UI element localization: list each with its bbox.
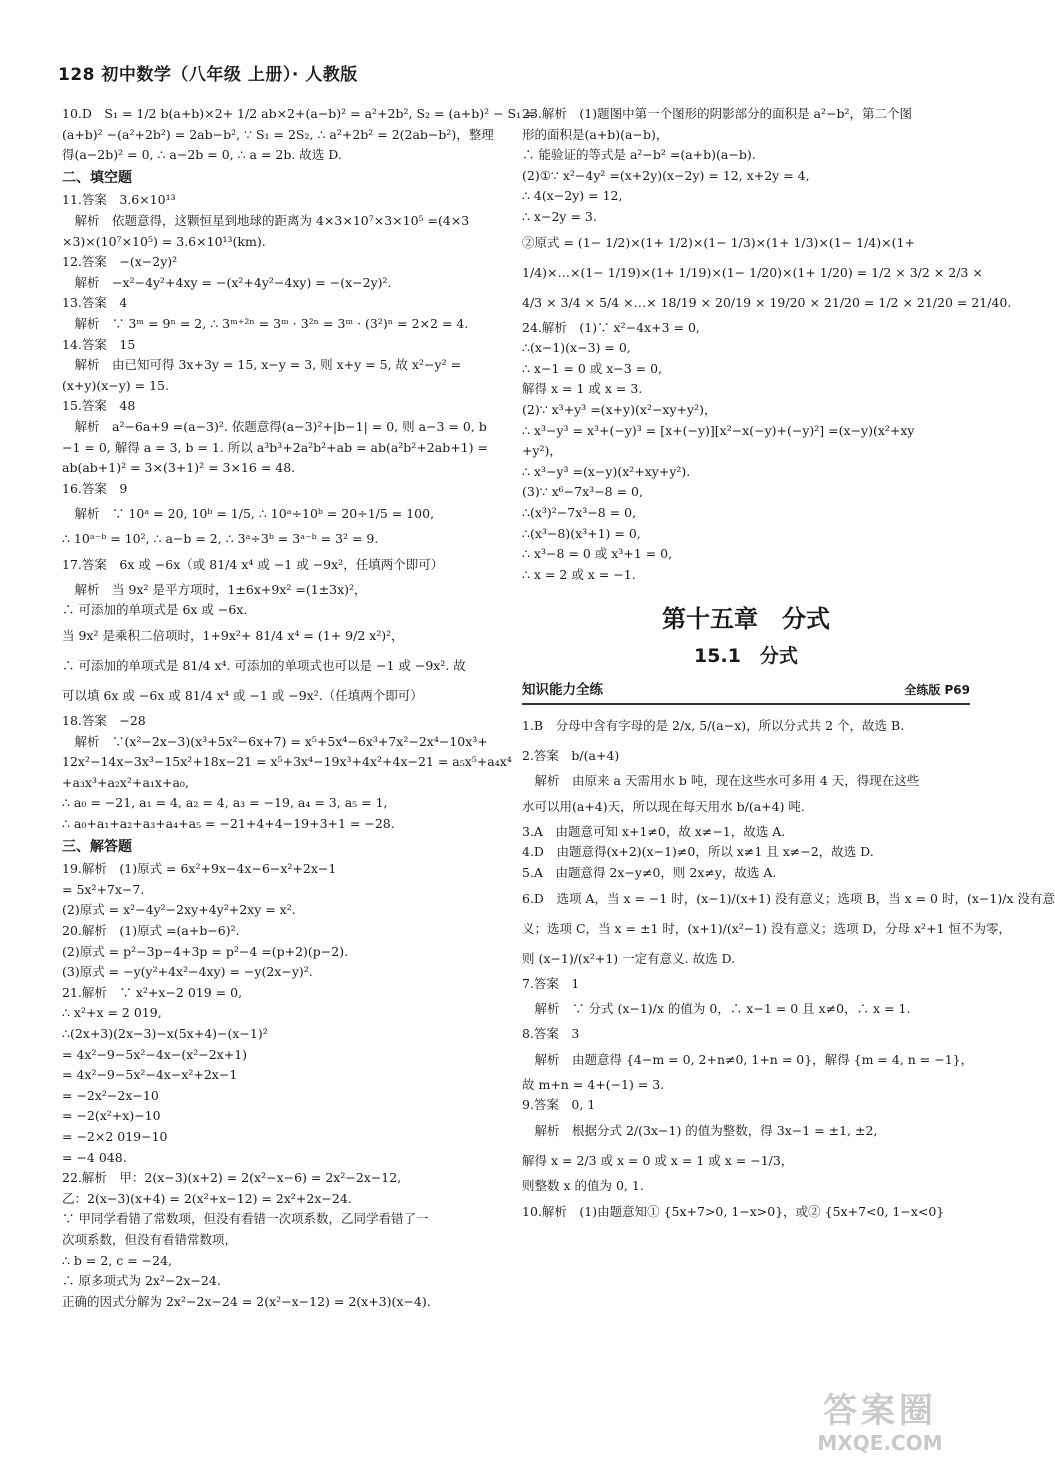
answer-line: 解析 由原来 a 天需用水 b 吨，现在这些水可多用 4 天，得现在这些 (522, 773, 920, 789)
answer-line: 24.解析 (1)∵ x²−4x+3 = 0, (522, 319, 700, 335)
answer-line: 形的面积是(a+b)(a−b)， (522, 126, 669, 142)
answer-line: 故 m+n = 4+(−1) = 3. (522, 1076, 665, 1092)
answer-line: 5.A 由题意得 2x−y≠0，则 2x≠y，故选 A. (522, 865, 777, 881)
answer-line: 乙：2(x−3)(x+4) = 2(x²+x−12) = 2x²+2x−24. (62, 1190, 352, 1206)
answer-line: 则整数 x 的值为 0, 1. (522, 1178, 644, 1194)
answer-line: ∴ 4(x−2y) = 12, (522, 188, 623, 204)
answer-line: (2)∵ x³+y³ =(x+y)(x²−xy+y²)， (522, 401, 717, 417)
answer-line: 12x²−14x−3x³−15x²+18x−21 = x⁵+3x⁴−19x³+4x²+4x−21 = a₅x⁵+a₄x⁴ (62, 754, 512, 770)
answer-line: ∴(x³)²−7x³−8 = 0, (522, 504, 637, 520)
answer-line: 12.答案 −(x−2y)² (62, 254, 178, 270)
answer-line: ∴(x³−8)(x³+1) = 0, (522, 525, 641, 541)
answer-line: 义；选项 C，当 x = ±1 时，(x+1)/(x²−1) 没有意义；选项 D，分母 x²+1 恒不为零， (522, 920, 1011, 936)
answer-line: ∴ a₀+a₁+a₂+a₃+a₄+a₅ = −21+4+4−19+3+1 = −28. (62, 816, 395, 832)
answer-line: 解析 由题意得 {4−m = 0, 2+n≠0, 1+n = 0}，解得 {m = 4, n = −1}， (522, 1051, 974, 1067)
answer-line: +y²)， (522, 443, 562, 459)
answer-line: 20.解析 (1)原式 =(a+b−6)². (62, 923, 240, 938)
answer-line: 22.解析 甲：2(x−3)(x+2) = 2(x²−x−6) = 2x²−2x−12, (62, 1170, 402, 1186)
answer-line: ∴ x−2y = 3. (522, 208, 597, 224)
answer-line: = −2x²−2x−10 (62, 1087, 159, 1103)
answer-line: 23.解析 (1)题图中第一个图形的阴影部分的面积是 a²−b²，第二个图 (522, 106, 913, 121)
answer-line: (a+b)² −(a²+2b²) = 2ab−b², ∵ S₁ = 2S₂, ∴ a²+2b² = 2(2ab−b²)，整理 (62, 126, 494, 142)
answer-line: ∴ 10ᵃ⁻ᵇ = 10², ∴ a−b = 2, ∴ 3ᵃ÷3ᵇ = 3ᵃ⁻ᵇ = 3² = 9. (62, 531, 379, 547)
answer-line: 解析 a²−6a+9 =(a−3)². 依题意得(a−3)²+|b−1| = 0, 则 a−3 = 0, b (62, 418, 487, 434)
answer-line: 解得 x = 1 或 x = 3. (522, 381, 643, 397)
answer-line: = −2(x²+x)−10 (62, 1108, 161, 1124)
answer-line: ∵ 甲同学看错了常数项，但没有看错一次项系数，乙同学看错了一 (62, 1211, 429, 1227)
exercise-bar (522, 679, 970, 705)
answer-line: 解析 ∵ 分式 (x−1)/x 的值为 0，∴ x−1 = 0 且 x≠0，∴ x = 1. (522, 1001, 911, 1017)
watermark (780, 1391, 980, 1461)
answer-line: 解析 ∵ 3ᵐ = 9ⁿ = 2, ∴ 3ᵐ⁺²ⁿ = 3ᵐ · 3²ⁿ = 3ᵐ · (3²)ⁿ = 2×2 = 4. (62, 315, 469, 331)
exercise-bar-label: 知识能力全练 (522, 682, 603, 699)
answer-line: 解析 根据分式 2/(3x−1) 的值为整数，得 3x−1 = ±1, ±2, (522, 1123, 878, 1139)
answer-line: 11.答案 3.6×10¹³ (62, 192, 176, 208)
answer-line: 19.解析 (1)原式 = 6x²+9x−4x−6−x²+2x−1 (62, 861, 337, 877)
chapter-title: 第十五章 分式 (662, 605, 830, 634)
answer-line: 解析 依题意得，这颗恒星到地球的距离为 4×3×10⁷×3×10⁵ =(4×3 (62, 212, 470, 228)
answer-line: 正确的因式分解为 2x²−2x−24 = 2(x²−x−12) = 2(x+3)(x−4). (62, 1293, 431, 1309)
section-heading: 三、解答题 (62, 838, 132, 855)
answer-line: (x+y)(x−y) = 15. (62, 377, 169, 393)
answer-line: ∴ 可添加的单项式是 81/4 x⁴. 可添加的单项式也可以是 −1 或 −9x². 故 (62, 658, 466, 674)
answer-line: ∴ 原多项式为 2x²−2x−24. (62, 1273, 221, 1289)
answer-line: 解析 ∵(x²−2x−3)(x³+5x²−6x+7) = x⁵+5x⁴−6x³+7x²−2x⁴−10x³+ (62, 733, 488, 749)
left-column (62, 104, 536, 1312)
answer-line: 6.D 选项 A，当 x = −1 时，(x−1)/(x+1) 没有意义；选项 B，当 x = 0 时，(x−1)/x 没有意 (522, 890, 1055, 906)
answer-line: 9.答案 0, 1 (522, 1097, 596, 1113)
answer-line: (3)∵ x⁶−7x³−8 = 0, (522, 484, 643, 500)
answer-line: −1 = 0, 解得 a = 3, b = 1. 所以 a³b³+2a²b²+ab = ab(a²b²+2ab+1) = (62, 439, 488, 455)
answer-line: ∴(x−1)(x−3) = 0, (522, 340, 631, 356)
section-heading: 二、填空题 (62, 169, 132, 186)
answer-line: 1.B 分母中含有字母的是 2/x, 5/(a−x)，所以分式共 2 个，故选 B. (522, 718, 905, 734)
answer-line: = 4x²−9−5x²−4x−x²+2x−1 (62, 1067, 238, 1083)
answer-line: ∴ b = 2, c = −24, (62, 1252, 173, 1268)
answer-line: = −2×2 019−10 (62, 1128, 168, 1144)
exercise-bar-page: 全练版 P69 (904, 683, 970, 698)
answer-line: = −4 048. (62, 1149, 127, 1165)
answer-line: (3)原式 = −y(y²+4x²−4xy) = −y(2x−y)². (62, 964, 313, 980)
answer-line: ∴(2x+3)(2x−3)−x(5x+4)−(x−1)² (62, 1025, 268, 1041)
section-title: 15.1 分式 (694, 645, 798, 668)
answer-line: 解析 −x²−4y²+4xy = −(x²+4y²−4xy) = −(x−2y)². (62, 274, 392, 290)
answer-line: 解析 由已知可得 3x+3y = 15, x−y = 3, 则 x+y = 5, 故 x²−y² = (62, 357, 462, 373)
answer-line: 16.答案 9 (62, 480, 128, 496)
answer-line: (2)原式 = x²−4y²−2xy+4y²+2xy = x². (62, 902, 296, 918)
watermark-url: MXQE.COM (817, 1431, 943, 1455)
answer-line: 10.D S₁ = 1/2 b(a+b)×2+ 1/2 ab×2+(a−b)² = a²+2b², S₂ = (a+b)² − S₁ = (62, 106, 536, 121)
watermark-logo: 答案圈 (823, 1391, 937, 1431)
answer-line: ab(ab+1)² = 3×(3+1)² = 3×16 = 48. (62, 460, 296, 476)
answer-line: 3.A 由题意可知 x+1≠0，故 x≠−1，故选 A. (522, 823, 786, 839)
answer-line: ∴ 能验证的等式是 a²−b² =(a+b)(a−b). (522, 147, 756, 163)
answer-line: ∴ a₀ = −21, a₁ = 4, a₂ = 4, a₃ = −19, a₄ = 3, a₅ = 1, (62, 795, 388, 811)
answer-line: 水可以用(a+4)天，所以现在每天用水 b/(a+4) 吨. (522, 798, 805, 814)
answer-line: = 4x²−9−5x²−4x−(x²−2x+1) (62, 1046, 248, 1062)
answer-line: 8.答案 3 (522, 1026, 580, 1042)
answer-line: (2)原式 = p²−3p−4+3p = p²−4 =(p+2)(p−2). (62, 943, 349, 959)
answer-line: 则 (x−1)/(x²+1) 一定有意义. 故选 D. (522, 950, 736, 966)
answer-line: 解析 ∵ 10ᵃ = 20, 10ᵇ = 1/5, ∴ 10ᵃ÷10ᵇ = 20÷1/5 = 100, (62, 506, 435, 522)
answer-line: 得(a−2b)² = 0, ∴ a−2b = 0, ∴ a = 2b. 故选 D. (62, 147, 342, 163)
answer-line: ×3)×(10⁷×10⁵) = 3.6×10¹³(km). (62, 233, 266, 249)
answer-line: = 5x²+7x−7. (62, 881, 145, 897)
answer-line: 2.答案 b/(a+4) (522, 748, 620, 764)
answer-line: 17.答案 6x 或 −6x（或 81/4 x⁴ 或 −1 或 −9x²，任填两个即可） (62, 556, 444, 572)
answer-line: 4/3 × 3/4 × 5/4 ×…× 18/19 × 20/19 × 19/20 × 21/20 = 1/2 × 21/20 = 21/40. (522, 294, 1012, 310)
answer-line: (2)①∵ x²−4y² =(x+2y)(x−2y) = 12, x+2y = 4, (522, 167, 810, 183)
answer-line: ∴ x²+x = 2 019, (62, 1005, 162, 1021)
answer-line: ②原式 = (1− 1/2)×(1+ 1/2)×(1− 1/3)×(1+ 1/3)×(1− 1/4)×(1+ (522, 234, 915, 250)
answer-line: 21.解析 ∵ x²+x−2 019 = 0, (62, 984, 243, 1000)
answer-line: 解析 当 9x² 是平方项时，1±6x+9x² =(1±3x)²， (62, 581, 367, 597)
answer-line: 15.答案 48 (62, 398, 136, 414)
answer-line: 14.答案 15 (62, 336, 136, 352)
answer-line: ∴ x−1 = 0 或 x−3 = 0, (522, 360, 663, 376)
answer-line: 7.答案 1 (522, 975, 580, 991)
answer-line: 1/4)×…×(1− 1/19)×(1+ 1/19)×(1− 1/20)×(1+ 1/20) = 1/2 × 3/2 × 2/3 × (522, 264, 983, 280)
page-header: 128 初中数学（八年级 上册）· 人教版 (58, 65, 358, 85)
answer-line: 可以填 6x 或 −6x 或 81/4 x⁴ 或 −1 或 −9x².（任填两个即可） (62, 688, 423, 704)
answer-line: ∴ 可添加的单项式是 6x 或 −6x. (62, 602, 248, 618)
answer-line: ∴ x³−y³ =(x−y)(x²+xy+y²). (522, 463, 691, 479)
right-column (522, 104, 1055, 1227)
answer-line: 当 9x² 是乘积二倍项时，1+9x²+ 81/4 x⁴ = (1+ 9/2 x²)²， (62, 628, 404, 644)
answer-line: 10.解析 (1)由题意知① {5x+7>0, 1−x>0}，或② {5x+7<0, 1−x<0} (522, 1203, 945, 1219)
answer-line: ∴ x³−y³ = x³+(−y)³ = [x+(−y)][x²−x(−y)+(−y)²] =(x−y)(x²+xy (522, 422, 915, 438)
answer-line: 解得 x = 2/3 或 x = 0 或 x = 1 或 x = −1/3， (522, 1153, 794, 1169)
answer-line: +a₃x³+a₂x²+a₁x+a₀, (62, 774, 189, 790)
answer-line: 4.D 由题意得(x+2)(x−1)≠0，所以 x≠1 且 x≠−2，故选 D. (522, 844, 874, 860)
answer-line: ∴ x = 2 或 x = −1. (522, 566, 636, 582)
answer-line: 13.答案 4 (62, 295, 128, 311)
answer-line: 18.答案 −28 (62, 713, 146, 729)
answer-line: 次项系数，但没有看错常数项， (62, 1231, 238, 1247)
answer-line: ∴ x³−8 = 0 或 x³+1 = 0, (522, 546, 673, 562)
